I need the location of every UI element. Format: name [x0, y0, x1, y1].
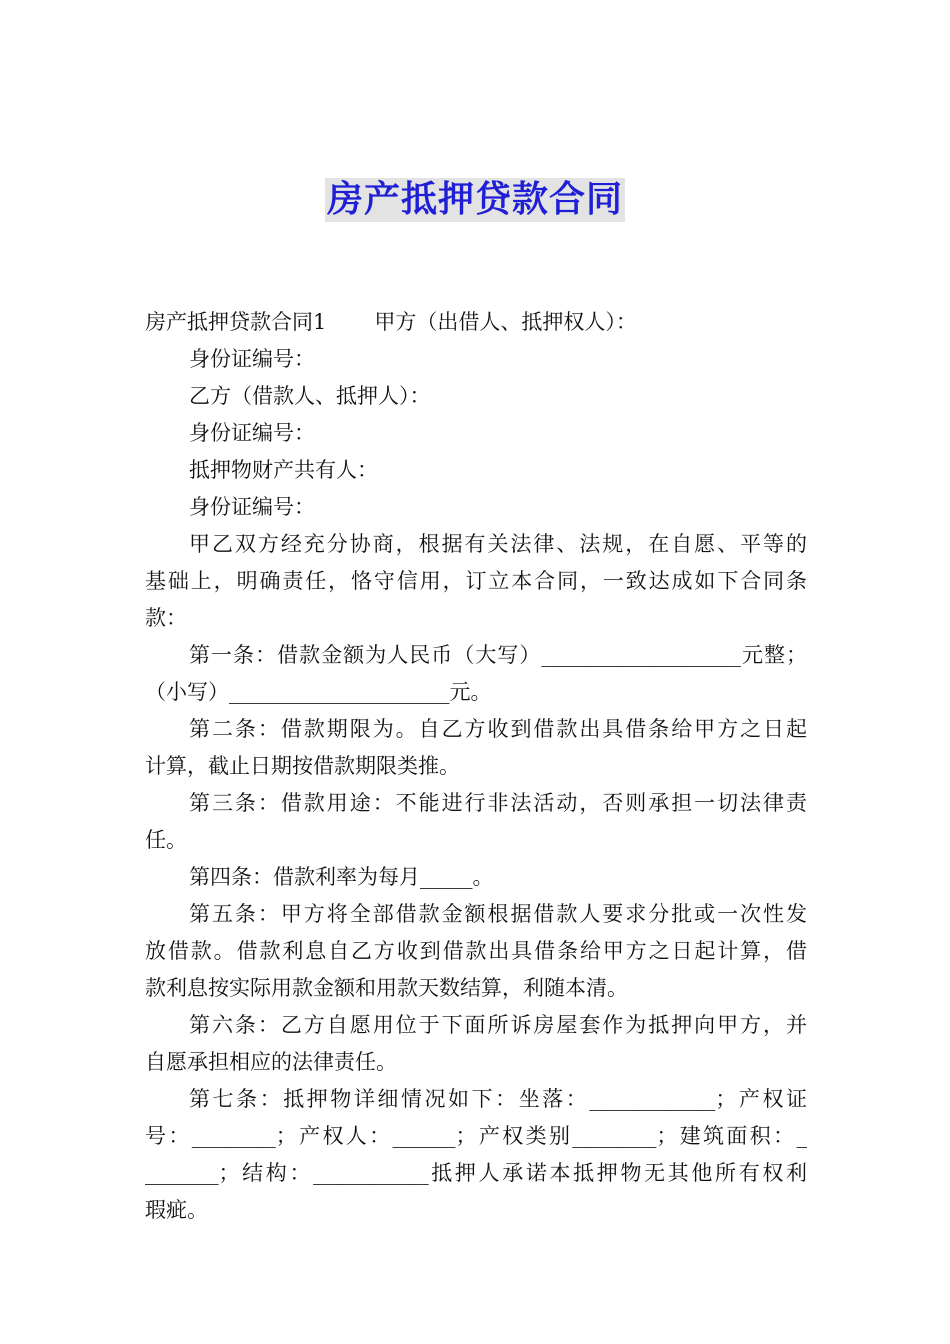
article-2-line-2: 计算，截止日期按借款期限类推。 [145, 754, 460, 778]
contract-number-label: 房产抵押贷款合同1 [145, 310, 327, 334]
article-5-line-2: 放借款。借款利息自乙方收到借款出具借条给甲方之日起计算，借 [145, 939, 807, 963]
article-7-line-2: 号：________；产权人：______；产权类别________；建筑面积：_ [145, 1124, 807, 1148]
contract-heading-line [145, 304, 807, 341]
party-a-label: 甲方（出借人、抵押权人）： [374, 310, 637, 334]
party-b-line: 乙方（借款人、抵押人）： [189, 384, 431, 408]
article-7-line-4: 瑕疵。 [145, 1198, 208, 1222]
preamble-line-1: 甲乙双方经充分协商，根据有关法律、法规，在自愿、平等的 [189, 532, 807, 556]
document-body [145, 304, 807, 1229]
article-5-line-1: 第五条：甲方将全部借款金额根据借款人要求分批或一次性发 [189, 902, 807, 926]
article-1-line-1: 第一条：借款金额为人民币（大写）___________________元整； [189, 643, 807, 667]
co-owner-line: 抵押物财产共有人： [189, 458, 378, 482]
article-7-line-1: 第七条：抵押物详细情况如下：坐落：____________；产权证 [189, 1087, 807, 1111]
co-owner-id-line: 身份证编号： [189, 495, 315, 519]
article-6-line-2: 自愿承担相应的法律责任。 [145, 1050, 397, 1074]
party-a-id-line: 身份证编号： [189, 347, 315, 371]
document-title: 房产抵押贷款合同 [326, 179, 623, 220]
article-3-line-1: 第三条：借款用途：不能进行非法活动，否则承担一切法律责 [189, 791, 807, 815]
article-4-line: 第四条：借款利率为每月_____。 [189, 865, 494, 889]
party-b-id-line: 身份证编号： [189, 421, 315, 445]
article-1-line-2: （小写）_____________________元。 [145, 680, 492, 704]
preamble-line-3: 款： [145, 606, 187, 630]
preamble-line-2: 基础上，明确责任，恪守信用，订立本合同，一致达成如下合同条 [145, 569, 807, 593]
article-6-line-1: 第六条：乙方自愿用位于下面所诉房屋套作为抵押向甲方，并 [189, 1013, 807, 1037]
article-5-line-3: 款利息按实际用款金额和用款天数结算，利随本清。 [145, 976, 628, 1000]
title-container [0, 178, 950, 222]
article-2-line-1: 第二条：借款期限为。自乙方收到借款出具借条给甲方之日起 [189, 717, 807, 741]
article-3-line-2: 任。 [145, 828, 187, 852]
article-7-line-3: _______；结构：___________抵押人承诺本抵押物无其他所有权利 [145, 1161, 807, 1185]
